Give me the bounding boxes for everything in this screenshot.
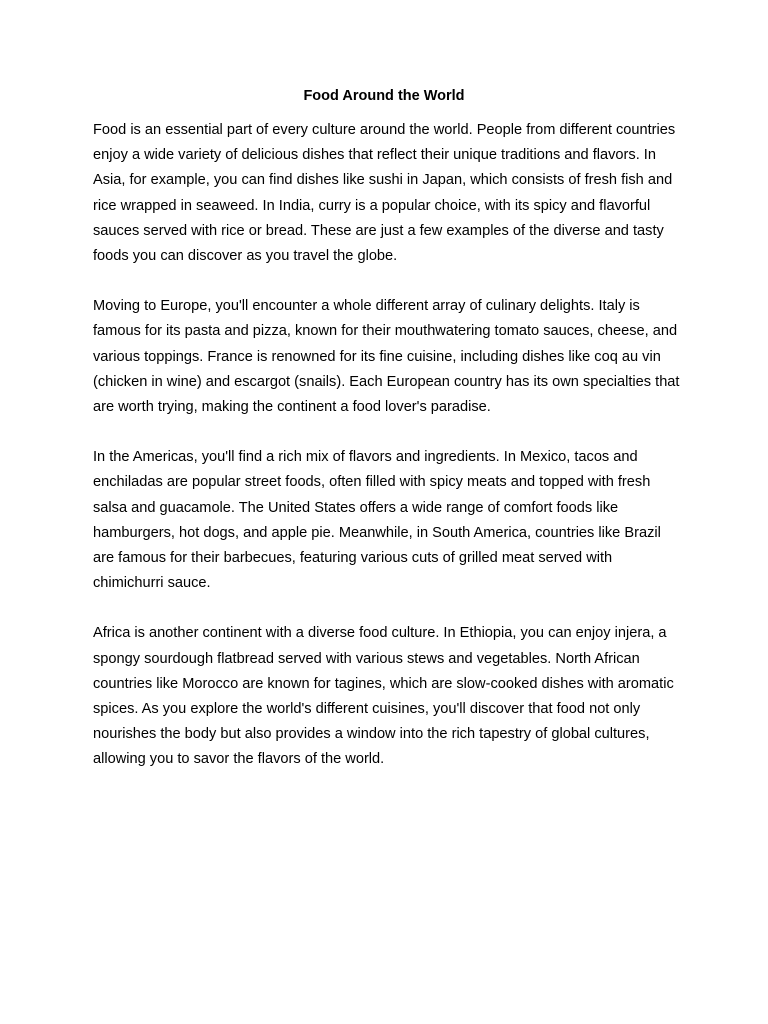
paragraph-africa: Africa is another continent with a diverse food culture. In Ethiopia, you can enjoy injera, a spongy sourdough flatbread served with various stews and vegetables. North African countries like Morocco are known for tagines, which are slow-cooked dishes with aromatic spices. As you explore the world's different cuisines, you'll discover that food not only nourishes the body but also provides a window into the rich tapestry of global cultures, allowing you to savor the flavors of the world. bbox=[93, 625, 674, 768]
document-body bbox=[93, 118, 683, 798]
document-title: Food Around the World bbox=[303, 88, 465, 104]
paragraph-americas: In the Americas, you'll find a rich mix of flavors and ingredients. In Mexico, tacos and enchiladas are popular street foods, often filled with spicy meats and topped with fresh salsa and guacamole. The United States offers a wide range of comfort foods like hamburgers, hot dogs, and apple pie. Meanwhile, in South America, countries like Brazil are famous for their barbecues, featuring various cuts of grilled meat served with chimichurri sauce. bbox=[93, 449, 661, 592]
paragraph-asia: Food is an essential part of every culture around the world. People from different countries enjoy a wide variety of delicious dishes that reflect their unique traditions and flavors. In Asia, for example, you can find dishes like sushi in Japan, which consists of fresh fish and rice wrapped in seaweed. In India, curry is a popular choice, with its spicy and flavorful sauces served with rice or bread. These are just a few examples of the diverse and tasty foods you can discover as you travel the globe. bbox=[93, 122, 676, 265]
paragraph-europe: Moving to Europe, you'll encounter a whole different array of culinary delights. Italy is famous for its pasta and pizza, known for their mouthwatering tomato sauces, cheese, and various toppings. France is renowned for its fine cuisine, including dishes like coq au vin (chicken in wine) and escargot (snails). Each European country has its own specialties that are worth trying, making the continent a food lover's paradise. bbox=[93, 298, 680, 416]
